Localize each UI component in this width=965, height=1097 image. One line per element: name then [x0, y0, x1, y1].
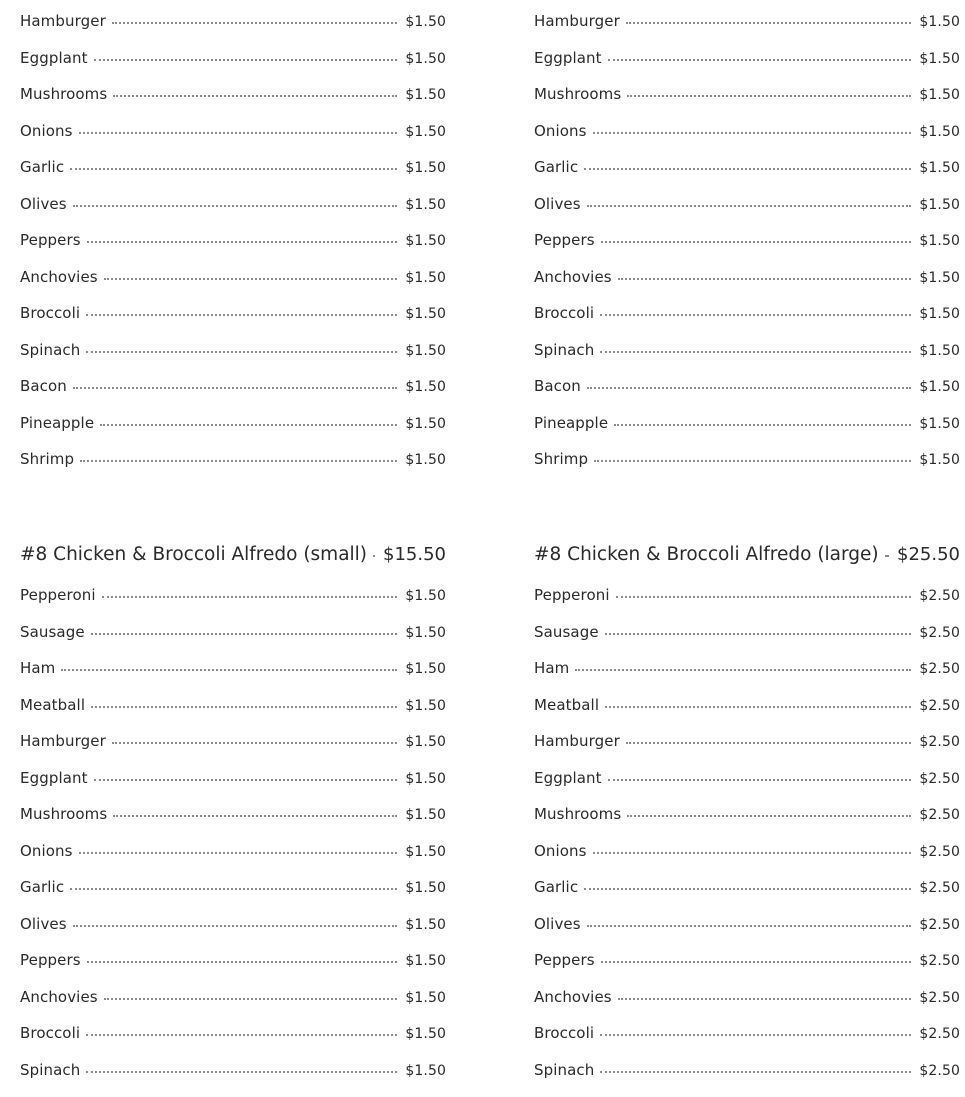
item-price: $1.50	[405, 14, 446, 30]
dot-leader	[605, 632, 912, 635]
dot-leader	[91, 705, 397, 708]
item-name: Sausage	[20, 623, 89, 641]
item-price: $1.50	[405, 51, 446, 67]
item-name: Broccoli	[20, 304, 84, 322]
dot-leader	[94, 778, 398, 781]
item-name: Onions	[20, 122, 77, 140]
item-name: Garlic	[534, 158, 582, 176]
item-price: $1.50	[919, 379, 960, 395]
item-price: $1.50	[405, 661, 446, 677]
item-name: Peppers	[20, 951, 85, 969]
list-item	[20, 842, 446, 879]
top-left-toppings-list	[20, 12, 446, 487]
item-price: $2.50	[919, 990, 960, 1006]
list-item	[20, 49, 446, 86]
item-price: $1.50	[405, 734, 446, 750]
list-item	[20, 304, 446, 341]
list-item	[20, 341, 446, 378]
item-price: $1.50	[405, 917, 446, 933]
item-name: Broccoli	[534, 304, 598, 322]
dot-leader	[614, 423, 911, 426]
item-name: Broccoli	[20, 1024, 84, 1042]
item-price: $1.50	[405, 807, 446, 823]
dot-leader	[616, 595, 912, 598]
dot-leader	[885, 554, 889, 557]
item-name: Hamburger	[534, 12, 624, 30]
item-price: $1.50	[405, 197, 446, 213]
section-heading	[20, 544, 446, 586]
item-price: $2.50	[919, 807, 960, 823]
dot-leader	[608, 778, 912, 781]
item-price: $1.50	[405, 880, 446, 896]
dot-leader	[608, 58, 912, 61]
list-item	[534, 732, 960, 769]
list-item	[534, 122, 960, 159]
item-name: Garlic	[20, 878, 68, 896]
item-price: $2.50	[919, 953, 960, 969]
item-name: Shrimp	[20, 450, 78, 468]
item-name: Ham	[20, 659, 59, 677]
item-price: $2.50	[919, 625, 960, 641]
item-price: $1.50	[405, 953, 446, 969]
item-name: Onions	[534, 122, 591, 140]
item-name: Eggplant	[534, 769, 606, 787]
list-item	[20, 659, 446, 696]
list-item	[20, 1061, 446, 1097]
item-name: Pineapple	[20, 414, 98, 432]
item-price: $1.50	[919, 233, 960, 249]
item-price: $1.50	[919, 14, 960, 30]
item-price: $2.50	[919, 661, 960, 677]
list-item	[534, 49, 960, 86]
dot-leader	[73, 924, 398, 927]
list-item	[534, 450, 960, 487]
list-item	[534, 805, 960, 842]
list-item	[20, 414, 446, 451]
dot-leader	[113, 94, 397, 97]
item-name: Mushrooms	[534, 805, 625, 823]
item-price: $1.50	[405, 990, 446, 1006]
list-item	[534, 915, 960, 952]
item-name: Shrimp	[534, 450, 592, 468]
dot-leader	[584, 167, 911, 170]
list-item	[20, 805, 446, 842]
dot-leader	[112, 21, 398, 24]
item-price: $1.50	[405, 625, 446, 641]
dot-leader	[102, 595, 398, 598]
item-price: $2.50	[919, 1063, 960, 1079]
item-name: Eggplant	[20, 769, 92, 787]
item-price: $1.50	[919, 270, 960, 286]
dot-leader	[112, 741, 398, 744]
list-item	[534, 158, 960, 195]
list-item	[534, 231, 960, 268]
item-price: $1.50	[405, 379, 446, 395]
item-name: Hamburger	[534, 732, 624, 750]
item-name: Hamburger	[20, 732, 110, 750]
dot-leader	[600, 1033, 911, 1036]
item-price: $2.50	[919, 771, 960, 787]
item-name: Onions	[20, 842, 77, 860]
dot-leader	[80, 459, 397, 462]
top-right-toppings-list	[534, 12, 960, 487]
item-name: Anchovies	[534, 988, 616, 1006]
dot-leader	[86, 1070, 397, 1073]
item-name: Anchovies	[20, 988, 102, 1006]
section-heading	[534, 544, 960, 586]
item-name: Olives	[534, 195, 585, 213]
list-item	[20, 231, 446, 268]
item-name: Peppers	[534, 951, 599, 969]
item-name: Spinach	[534, 1061, 598, 1079]
dot-leader	[626, 741, 912, 744]
list-item	[20, 586, 446, 623]
list-item	[534, 696, 960, 733]
alfredo-small-section	[20, 544, 446, 1097]
item-name: Mushrooms	[20, 805, 111, 823]
item-price: $1.50	[405, 124, 446, 140]
item-price: $1.50	[919, 452, 960, 468]
list-item	[20, 195, 446, 232]
item-price: $1.50	[405, 698, 446, 714]
item-price: $2.50	[919, 844, 960, 860]
list-item	[534, 951, 960, 988]
dot-leader	[73, 386, 397, 389]
item-price: $2.50	[919, 698, 960, 714]
list-item	[20, 696, 446, 733]
item-price: $1.50	[919, 343, 960, 359]
dot-leader	[605, 705, 911, 708]
list-item	[534, 1061, 960, 1097]
dot-leader	[61, 668, 397, 671]
dot-leader	[618, 997, 912, 1000]
dot-leader	[104, 277, 398, 280]
dot-leader	[626, 21, 912, 24]
item-price: $1.50	[405, 771, 446, 787]
item-price: $1.50	[405, 87, 446, 103]
item-name: Onions	[534, 842, 591, 860]
item-name: Pineapple	[534, 414, 612, 432]
item-name: Mushrooms	[534, 85, 625, 103]
list-item	[20, 158, 446, 195]
item-price: $1.50	[405, 343, 446, 359]
dot-leader	[87, 960, 398, 963]
list-item	[20, 1024, 446, 1061]
dot-leader	[601, 240, 912, 243]
item-name: Olives	[20, 195, 71, 213]
item-name: Pepperoni	[534, 586, 614, 604]
item-price: $2.50	[919, 880, 960, 896]
list-item	[534, 12, 960, 49]
dot-leader	[600, 313, 911, 316]
list-item	[534, 85, 960, 122]
alfredo-large-section	[534, 544, 960, 1097]
dot-leader	[70, 167, 397, 170]
list-item	[20, 623, 446, 660]
item-price: $1.50	[405, 588, 446, 604]
item-name: Eggplant	[20, 49, 92, 67]
item-price: $2.50	[919, 917, 960, 933]
dot-leader	[87, 240, 398, 243]
list-item	[534, 769, 960, 806]
dot-leader	[79, 851, 398, 854]
item-price: $1.50	[405, 306, 446, 322]
list-item	[20, 122, 446, 159]
item-price: $1.50	[919, 306, 960, 322]
section-price: $25.50	[897, 544, 960, 565]
dot-leader	[373, 554, 375, 557]
list-item	[20, 988, 446, 1025]
item-name: Bacon	[534, 377, 585, 395]
item-price: $1.50	[405, 416, 446, 432]
item-price: $1.50	[919, 160, 960, 176]
dot-leader	[587, 386, 911, 389]
dot-leader	[86, 350, 397, 353]
item-price: $1.50	[919, 51, 960, 67]
item-name: Broccoli	[534, 1024, 598, 1042]
item-price: $1.50	[405, 844, 446, 860]
item-price: $1.50	[405, 1063, 446, 1079]
dot-leader	[627, 814, 911, 817]
item-price: $1.50	[919, 416, 960, 432]
list-item	[534, 659, 960, 696]
dot-leader	[113, 814, 397, 817]
item-price: $1.50	[919, 197, 960, 213]
item-price: $1.50	[405, 452, 446, 468]
list-item	[20, 12, 446, 49]
section-price: $15.50	[383, 544, 446, 565]
item-name: Bacon	[20, 377, 71, 395]
dot-leader	[73, 204, 398, 207]
list-item	[534, 377, 960, 414]
list-item	[534, 988, 960, 1025]
list-item	[534, 1024, 960, 1061]
item-name: Meatball	[20, 696, 89, 714]
dot-leader	[593, 851, 912, 854]
dot-leader	[587, 924, 912, 927]
dot-leader	[86, 313, 397, 316]
dot-leader	[70, 887, 397, 890]
item-name: Meatball	[534, 696, 603, 714]
item-name: Garlic	[534, 878, 582, 896]
list-item	[534, 623, 960, 660]
list-item	[20, 732, 446, 769]
dot-leader	[594, 459, 911, 462]
item-name: Sausage	[534, 623, 603, 641]
item-price: $2.50	[919, 1026, 960, 1042]
item-name: Peppers	[20, 231, 85, 249]
list-item	[20, 268, 446, 305]
list-item	[534, 842, 960, 879]
list-item	[20, 951, 446, 988]
dot-leader	[587, 204, 912, 207]
item-name: Spinach	[20, 1061, 84, 1079]
item-price: $1.50	[919, 87, 960, 103]
section-title: #8 Chicken & Broccoli Alfredo (large)	[534, 544, 883, 565]
list-item	[534, 878, 960, 915]
list-item	[20, 878, 446, 915]
list-item	[534, 195, 960, 232]
item-name: Mushrooms	[20, 85, 111, 103]
item-name: Anchovies	[20, 268, 102, 286]
dot-leader	[618, 277, 912, 280]
dot-leader	[104, 997, 398, 1000]
section-title: #8 Chicken & Broccoli Alfredo (small)	[20, 544, 371, 565]
list-item	[20, 85, 446, 122]
item-price: $2.50	[919, 734, 960, 750]
item-name: Peppers	[534, 231, 599, 249]
dot-leader	[575, 668, 911, 671]
item-name: Hamburger	[20, 12, 110, 30]
item-name: Olives	[534, 915, 585, 933]
item-name: Spinach	[20, 341, 84, 359]
dot-leader	[79, 131, 398, 134]
list-item	[534, 586, 960, 623]
list-item	[534, 304, 960, 341]
item-name: Ham	[534, 659, 573, 677]
dot-leader	[600, 350, 911, 353]
item-name: Garlic	[20, 158, 68, 176]
dot-leader	[86, 1033, 397, 1036]
item-price: $1.50	[405, 1026, 446, 1042]
item-price: $1.50	[405, 233, 446, 249]
item-name: Pepperoni	[20, 586, 100, 604]
item-price: $2.50	[919, 588, 960, 604]
list-item	[534, 414, 960, 451]
list-item	[20, 450, 446, 487]
dot-leader	[100, 423, 397, 426]
item-price: $1.50	[405, 160, 446, 176]
item-name: Anchovies	[534, 268, 616, 286]
list-item	[20, 915, 446, 952]
dot-leader	[593, 131, 912, 134]
item-name: Olives	[20, 915, 71, 933]
dot-leader	[91, 632, 398, 635]
dot-leader	[600, 1070, 911, 1073]
item-price: $1.50	[919, 124, 960, 140]
dot-leader	[627, 94, 911, 97]
list-item	[20, 377, 446, 414]
list-item	[534, 341, 960, 378]
list-item	[20, 769, 446, 806]
item-name: Eggplant	[534, 49, 606, 67]
dot-leader	[94, 58, 398, 61]
item-name: Spinach	[534, 341, 598, 359]
dot-leader	[584, 887, 911, 890]
dot-leader	[601, 960, 912, 963]
item-price: $1.50	[405, 270, 446, 286]
list-item	[534, 268, 960, 305]
